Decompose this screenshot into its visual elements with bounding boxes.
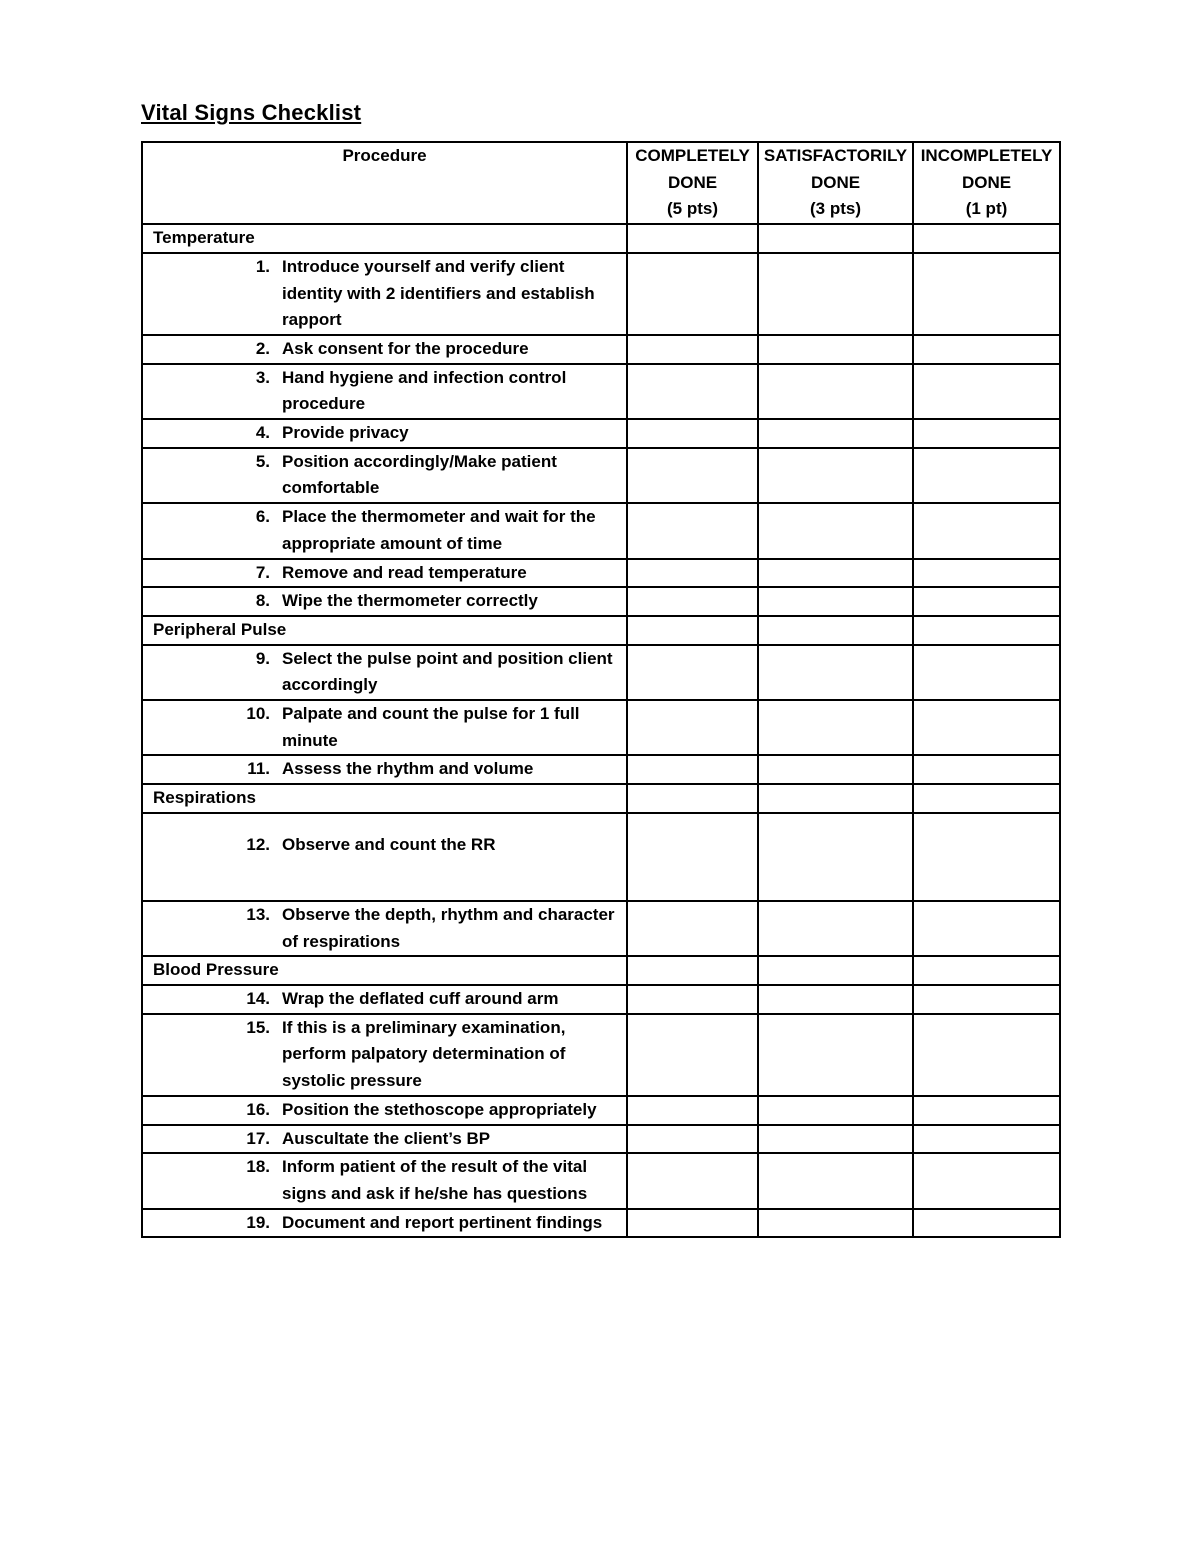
section-row	[142, 956, 1060, 985]
score-incompletely-cell[interactable]	[913, 1125, 1060, 1154]
step-cell	[142, 1014, 627, 1096]
section-label: Peripheral Pulse	[142, 616, 627, 645]
score-incompletely-cell[interactable]	[913, 503, 1060, 558]
score-incompletely-cell[interactable]	[913, 448, 1060, 503]
step-item	[143, 365, 626, 418]
step-number: 12.	[246, 834, 270, 854]
section-satisfactorily-cell	[758, 956, 913, 985]
score-satisfactorily-cell[interactable]	[758, 448, 913, 503]
step-text: Document and report pertinent findings	[282, 1212, 603, 1232]
completely-line-1: COMPLETELY	[635, 146, 750, 165]
step-number: 2.	[255, 338, 270, 358]
section-row	[142, 784, 1060, 813]
score-incompletely-cell[interactable]	[913, 253, 1060, 335]
satisfactorily-line-1: SATISFACTORILY	[763, 146, 908, 165]
section-satisfactorily-cell	[758, 616, 913, 645]
score-satisfactorily-cell[interactable]	[758, 645, 913, 700]
score-satisfactorily-cell[interactable]	[758, 419, 913, 448]
step-number: 17.	[246, 1128, 270, 1148]
score-completely-cell[interactable]	[627, 559, 758, 588]
step-row	[142, 1014, 1060, 1096]
score-incompletely-cell[interactable]	[913, 901, 1060, 956]
step-item	[143, 560, 626, 587]
step-cell	[142, 755, 627, 784]
step-cell	[142, 335, 627, 364]
score-incompletely-cell[interactable]	[913, 645, 1060, 700]
step-text: If this is a preliminary examination, perform palpatory determination of systolic pressure	[282, 1017, 566, 1091]
score-incompletely-cell[interactable]	[913, 700, 1060, 755]
incompletely-done-header	[913, 142, 1060, 224]
score-satisfactorily-cell[interactable]	[758, 755, 913, 784]
score-incompletely-cell[interactable]	[913, 587, 1060, 616]
step-cell	[142, 1125, 627, 1154]
section-incompletely-cell	[913, 616, 1060, 645]
step-cell	[142, 503, 627, 558]
score-completely-cell[interactable]	[627, 1153, 758, 1208]
step-cell	[142, 1209, 627, 1238]
step-text: Observe the depth, rhythm and character of respirations	[282, 904, 615, 951]
section-completely-cell	[627, 616, 758, 645]
score-satisfactorily-cell[interactable]	[758, 1125, 913, 1154]
score-satisfactorily-cell[interactable]	[758, 1014, 913, 1096]
step-number: 4.	[255, 423, 270, 443]
section-row	[142, 224, 1060, 253]
step-text: Ask consent for the procedure	[282, 338, 529, 358]
score-incompletely-cell[interactable]	[913, 364, 1060, 419]
section-label: Temperature	[142, 224, 627, 253]
step-cell	[142, 419, 627, 448]
score-incompletely-cell[interactable]	[913, 813, 1060, 901]
step-item	[143, 420, 626, 447]
step-row	[142, 448, 1060, 503]
completely-line-3: (5 pts)	[667, 199, 718, 219]
section-row	[142, 616, 1060, 645]
step-number: 7.	[255, 562, 270, 582]
score-completely-cell[interactable]	[627, 253, 758, 335]
step-cell	[142, 587, 627, 616]
satisfactorily-done-header	[758, 142, 913, 224]
score-completely-cell[interactable]	[627, 419, 758, 448]
step-text: Remove and read temperature	[282, 562, 527, 582]
step-text: Palpate and count the pulse for 1 full minute	[282, 704, 580, 750]
step-row	[142, 700, 1060, 755]
score-incompletely-cell[interactable]	[913, 335, 1060, 364]
step-text: Wipe the thermometer correctly	[282, 591, 538, 611]
section-label: Blood Pressure	[142, 956, 627, 985]
step-cell	[142, 253, 627, 335]
score-incompletely-cell[interactable]	[913, 1153, 1060, 1208]
score-satisfactorily-cell[interactable]	[758, 559, 913, 588]
header-row	[142, 142, 1060, 224]
score-completely-cell[interactable]	[627, 901, 758, 956]
step-text: Inform patient of the result of the vital signs and ask if he/she has questions	[282, 1157, 588, 1203]
step-cell	[142, 901, 627, 956]
step-row	[142, 1125, 1060, 1154]
score-incompletely-cell[interactable]	[913, 985, 1060, 1014]
step-cell	[142, 813, 627, 901]
section-satisfactorily-cell	[758, 224, 913, 253]
score-satisfactorily-cell[interactable]	[758, 901, 913, 956]
step-number: 10.	[246, 704, 270, 724]
step-cell	[142, 985, 627, 1014]
section-incompletely-cell	[913, 784, 1060, 813]
step-row	[142, 559, 1060, 588]
step-row	[142, 253, 1060, 335]
step-item	[143, 902, 626, 955]
step-text: Assess the rhythm and volume	[282, 759, 534, 779]
step-row	[142, 645, 1060, 700]
step-item	[143, 756, 626, 783]
step-item	[143, 1154, 626, 1207]
step-item	[143, 701, 626, 754]
step-row	[142, 813, 1060, 901]
incompletely-line-3: (1 pt)	[965, 199, 1008, 219]
step-text: Provide privacy	[282, 423, 409, 443]
step-number: 18.	[246, 1157, 270, 1177]
score-completely-cell[interactable]	[627, 587, 758, 616]
checklist-table	[141, 141, 1061, 1238]
score-completely-cell[interactable]	[627, 448, 758, 503]
step-number: 16.	[246, 1099, 270, 1119]
step-item	[143, 1126, 626, 1153]
score-satisfactorily-cell[interactable]	[758, 364, 913, 419]
page-title: Vital Signs Checklist	[141, 100, 362, 125]
score-completely-cell[interactable]	[627, 503, 758, 558]
score-completely-cell[interactable]	[627, 335, 758, 364]
score-satisfactorily-cell[interactable]	[758, 587, 913, 616]
section-incompletely-cell	[913, 956, 1060, 985]
step-row	[142, 503, 1060, 558]
step-row	[142, 364, 1060, 419]
score-completely-cell[interactable]	[627, 364, 758, 419]
score-completely-cell[interactable]	[627, 755, 758, 784]
section-label: Respirations	[142, 784, 627, 813]
score-incompletely-cell[interactable]	[913, 755, 1060, 784]
score-satisfactorily-cell[interactable]	[758, 813, 913, 901]
score-incompletely-cell[interactable]	[913, 559, 1060, 588]
step-item	[143, 986, 626, 1013]
step-text: Place the thermometer and wait for the appropriate amount of time	[282, 507, 596, 553]
score-completely-cell[interactable]	[627, 813, 758, 901]
score-completely-cell[interactable]	[627, 1096, 758, 1125]
score-completely-cell[interactable]	[627, 700, 758, 755]
step-text: Introduce yourself and verify client identity with 2 identifiers and establish rapport	[282, 256, 595, 330]
incompletely-line-2: DONE	[961, 172, 1012, 192]
score-satisfactorily-cell[interactable]	[758, 1209, 913, 1238]
section-completely-cell	[627, 956, 758, 985]
step-item	[143, 504, 626, 557]
score-satisfactorily-cell[interactable]	[758, 253, 913, 335]
step-cell	[142, 448, 627, 503]
section-incompletely-cell	[913, 224, 1060, 253]
procedure-header: Procedure	[142, 142, 627, 224]
step-row	[142, 1153, 1060, 1208]
step-cell	[142, 559, 627, 588]
score-satisfactorily-cell[interactable]	[758, 700, 913, 755]
step-item	[143, 814, 626, 859]
section-completely-cell	[627, 784, 758, 813]
score-incompletely-cell[interactable]	[913, 1209, 1060, 1238]
score-satisfactorily-cell[interactable]	[758, 1153, 913, 1208]
step-row	[142, 587, 1060, 616]
score-satisfactorily-cell[interactable]	[758, 503, 913, 558]
score-incompletely-cell[interactable]	[913, 419, 1060, 448]
step-row	[142, 1096, 1060, 1125]
step-text: Hand hygiene and infection control procedure	[282, 367, 567, 414]
score-satisfactorily-cell[interactable]	[758, 985, 913, 1014]
section-completely-cell	[627, 224, 758, 253]
step-item	[143, 588, 626, 615]
score-completely-cell[interactable]	[627, 1014, 758, 1096]
satisfactorily-line-2: DONE	[810, 172, 861, 192]
step-number: 9.	[255, 648, 270, 668]
section-satisfactorily-cell	[758, 784, 913, 813]
step-item	[143, 1097, 626, 1124]
step-item	[143, 449, 626, 502]
step-text: Observe and count the RR	[282, 834, 496, 854]
step-cell	[142, 364, 627, 419]
score-completely-cell[interactable]	[627, 1125, 758, 1154]
step-cell	[142, 1153, 627, 1208]
step-number: 5.	[255, 451, 270, 471]
completely-line-2: DONE	[667, 172, 718, 192]
step-row	[142, 419, 1060, 448]
step-text: Select the pulse point and position client accordingly	[282, 648, 613, 695]
step-number: 6.	[255, 507, 270, 527]
step-row	[142, 901, 1060, 956]
score-completely-cell[interactable]	[627, 1209, 758, 1238]
step-row	[142, 1209, 1060, 1238]
completely-done-header	[627, 142, 758, 224]
step-number: 3.	[255, 367, 270, 387]
step-row	[142, 755, 1060, 784]
step-number: 19.	[246, 1212, 270, 1232]
score-satisfactorily-cell[interactable]	[758, 335, 913, 364]
step-cell	[142, 700, 627, 755]
step-number: 14.	[246, 988, 270, 1008]
step-item	[143, 254, 626, 334]
step-number: 11.	[247, 759, 270, 779]
step-item	[143, 336, 626, 363]
step-text: Wrap the deflated cuff around arm	[282, 988, 559, 1008]
score-satisfactorily-cell[interactable]	[758, 1096, 913, 1125]
step-cell	[142, 1096, 627, 1125]
step-item	[143, 646, 626, 699]
score-incompletely-cell[interactable]	[913, 1014, 1060, 1096]
score-incompletely-cell[interactable]	[913, 1096, 1060, 1125]
step-text: Position accordingly/Make patient comfortable	[282, 451, 557, 498]
step-row	[142, 335, 1060, 364]
score-completely-cell[interactable]	[627, 645, 758, 700]
step-number: 15.	[246, 1017, 270, 1037]
step-text: Position the stethoscope appropriately	[282, 1099, 597, 1119]
step-text: Auscultate the client’s BP	[282, 1128, 491, 1148]
step-number: 13.	[246, 904, 270, 924]
step-item	[143, 1210, 626, 1237]
incompletely-line-1: INCOMPLETELY	[920, 146, 1053, 165]
score-completely-cell[interactable]	[627, 985, 758, 1014]
step-cell	[142, 645, 627, 700]
step-number: 8.	[255, 591, 270, 611]
step-item	[143, 1015, 626, 1095]
step-number: 1.	[255, 256, 270, 276]
satisfactorily-line-3: (3 pts)	[810, 199, 861, 219]
step-row	[142, 985, 1060, 1014]
